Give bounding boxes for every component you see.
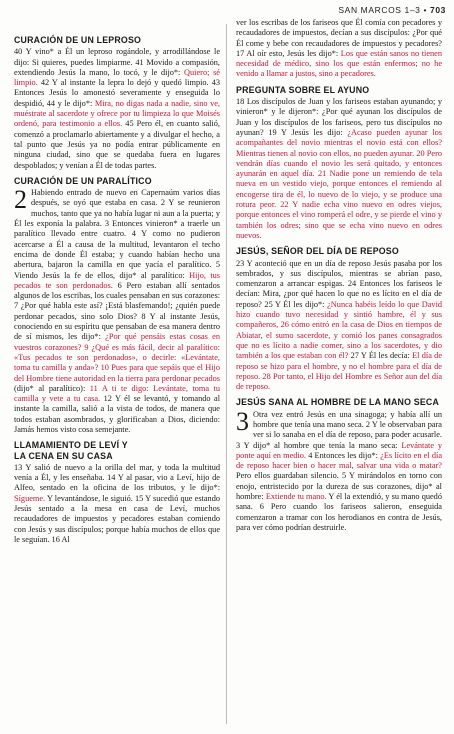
chapter-range: 1–3 (404, 5, 421, 15)
chapter-number: 2 (14, 185, 27, 215)
section-heading-leper: CURACIÓN DE UN LEPROSO (14, 35, 142, 45)
chapter-number: 3 (236, 406, 249, 436)
passage-levi: 13 Y salió de nuevo a la orilla del mar, y toda la multitud venía a Él, y les enseñaba. 14 Y al pasar, vio a Leví, hijo de Alfeo, sentado en la oficina de los tributos, y le dijo*: Sígueme. Y levantándose, le siguió. 15 Y sucedió que estando Jesús sentado a la mesa en casa de Leví, muchos recaudadores de impuestos y pecadores estaban comiendo con Jesús y sus discípulos; porque había muchos de ellos que le seguían. 16 Al (14, 462, 220, 544)
book-name: SAN MARCOS (338, 5, 402, 15)
section-heading-paralytic: CURACIÓN DE UN PARALÍTICO (14, 175, 152, 186)
passage-fasting: 18 Los discípulos de Juan y los fariseos estaban ayunando; y vinieron* y le dijeron*: ¿Por qué ayunan los discípulos de Juan y los discípulos de los fariseos, pero tus discípulos no ayunan? 19 Y Jesús les dijo: ¿Acaso pueden ayunar los acompañantes del novio mientras el novio está con ellos? Mientras tienen al novio con ellos, no pueden ayunar. 20 Pero vendrán días cuando el novio les será quitado, y entonces ayunarán en aquel día. 21 Nadie pone un remiendo de tela nueva en un vestido viejo, porque entonces el remiendo al encogerse tira de él, lo nuevo de lo viejo, y se produce una rotura peor. 22 Y nadie echa vino nuevo en odres viejos, porque entonces el vino romperá el odre, y se pierde el vino y también los odres; sino que se echa vino nuevo en odres nuevos. (236, 97, 443, 240)
section-heading-sabbath: JESÚS, SEÑOR DEL DÍA DE REPOSO (236, 246, 399, 257)
section-heading-fasting: PREGUNTA SOBRE EL AYUNO (236, 84, 370, 95)
passage-paralytic: 2 Habiendo entrado de nuevo en Capernaúm varios días después, se oyó que estaba en casa. 2 Y se reunieron muchos, tanto que ya no había lugar ni aun a la puerta; y Él les exponía la palabra. 3 Entonces vinieron* a traerle un paralítico llevado entre cuatro. 4 Y como no pudieron acercarse a Él a causa de la multitud, levantaron el techo encima de donde Él estaba; y cuando habían hecho una abertura, bajaron la camilla en que yacía el paralítico. 5 Viendo Jesús la fe de ellos, dijo* al paralítico: Hijo, tus pecados te son perdonados. 6 Pero estaban allí sentados algunos de los escribas, los cuales pensaban en sus corazones: 7 ¿Por qué habla este así? ¡Está blasfemando!; ¿quién puede perdonar pecados, sino solo Dios? 8 Y al instante Jesús, conociendo en su espíritu que pensaban de esa manera dentro de sí mismos, les dijo*: ¿Por qué pensáis estas cosas en vuestros corazones? 9 ¿Qué es más fácil, decir al paralítico: «Tus pecados te son perdonados», o decirle: «Levántate, toma tu camilla y anda»? 10 Pues para que sepáis que el Hijo del Hombre tiene autoridad en la tierra para perdonar pecados (dijo* al paralítico): 11 A ti te digo: Levántate, toma tu camilla y vete a tu casa. 12 Y él se levantó, y tomando al instante la camilla, salió a la vista de todos, de manera que todos estaban asombrados, y glorificaban a Dios, diciendo: Jamás hemos visto cosa semejante. (14, 185, 221, 434)
section-heading-withered-hand: JESÚS SANA AL HOMBRE DE LA MANO SECA (236, 397, 440, 408)
section-heading-levi: LLAMAMIENTO DE LEVÍ Y LA CENA EN SU CASA (14, 440, 128, 461)
passage-withered-hand: 3 Otra vez entró Jesús en una sinagoga; y había allí un hombre que tenía una mano seca. 2 Y le observaban para ver si lo sanaba en el día de reposo, para poder acusarle. 3 Y dijo* al hombre que tenía la mano seca: Levántate y ponte aquí en medio. 4 Entonces les dijo*: ¿Es lícito en el día de reposo hacer bien o hacer mal, salvar una vida o matar? Pero ellos guardaban silencio. 5 Y mirándolos en torno con enojo, entristecido por la dureza de sus corazones, dijo* al hombre: Extiende tu mano. Y él la extendió, y su mano quedó sana. 6 Pero cuando los fariseos salieron, enseguida comenzaron a tramar con los herodianos en contra de Jesús, para ver cómo podrían destruirle. (236, 406, 443, 532)
passage-levi-cont: ver los escribas de los fariseos que Él comía con pecadores y recaudadores de impuestos, decían a sus discípulos: ¿Por qué Él come y bebe con recaudadores de impuestos y pecadores? 17 Al oír esto, Jesús les dijo*: Los que están sanos no tienen necesidad de médico, sino los que están enfermos; no he venido a llamar a justos, sino a pecadores. (236, 18, 442, 79)
running-header: SAN MARCOS 1–3 • 703 (338, 5, 446, 15)
left-column (14, 30, 220, 545)
passage-sabbath: 23 Y aconteció que en un día de reposo Jesús pasaba por los sembrados, y sus discípulos, mientras se abrían paso, comenzaron a arrancar espigas. 24 Entonces los fariseos le decían: Mira, ¿por qué hacen lo que no es lícito en el día de reposo? 25 Y Él les dijo*: ¿Nunca habéis leído lo que David hizo cuando tuvo necesidad y sintió hambre, él y sus compañeros, 26 cómo entró en la casa de Dios en tiempos de Abiatar, el sumo sacerdote, y comió los panes consagrados que no es lícito a nadie comer, sino a los sacerdotes, y dio también a los que estaban con él? 27 Y Él les decía: El día de reposo se hizo para el hombre, y no el hombre para el día de reposo. 28 Por tanto, el Hijo del Hombre es Señor aun del día de reposo. (236, 258, 443, 392)
page-number: 703 (430, 5, 446, 15)
column-divider (226, 24, 227, 724)
passage-leper: 40 Y vino* a Él un leproso rogándole, y arrodillándose le dijo: Si quieres, puedes limpiarme. 41 Movido a compasión, extendiendo Jesús la mano, lo tocó, y le dijo*: Quiero; sé limpio. 42 Y al instante la lepra lo dejó y quedó limpio. 43 Entonces Jesús lo amonestó severamente y enseguida lo despidió, 44 y le dijo*: Mira, no digas nada a nadie, sino ve, muéstrate al sacerdote y ofrece por tu limpieza lo que Moisés ordenó, para testimonio a ellos. 45 Pero él, en cuanto salió, comenzó a proclamarlo abiertamente y a divulgar el hecho, a tal punto que Jesús ya no podía entrar públicamente en ninguna ciudad, sino que se quedaba fuera en lugares despoblados; y venían a Él de todas partes. (14, 47, 221, 170)
right-column (236, 18, 442, 533)
